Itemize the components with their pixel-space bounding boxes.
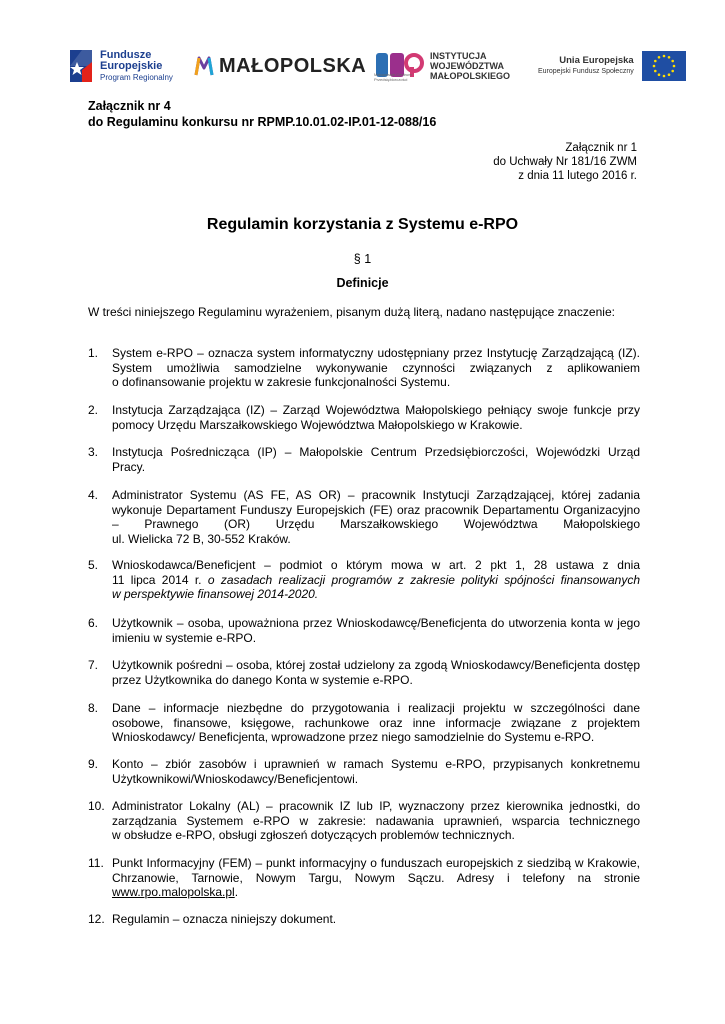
malopolska-m-icon: [194, 55, 214, 77]
malopolska-text: MAŁOPOLSKA: [219, 54, 367, 77]
attachment-header-line2: do Regulaminu konkursu nr RPMP.10.01.02-IP.01-12-088/16: [88, 115, 437, 129]
definition-item-11: [88, 856, 640, 900]
item-line: przez Użytkownika do danego Konta w systemie e-RPO.: [112, 672, 413, 687]
intro-text: W treści niniejszego Regulaminu wyrażeniem, pisanym dużą literą, nadano następujące znaczenie:: [88, 305, 615, 319]
item-number: 4.: [88, 488, 99, 502]
item-line: Pracy.: [112, 459, 146, 474]
item-number: 2.: [88, 403, 99, 417]
item-line: System e-RPO – oznacza system informatyczny udostępniany przez Instytucję Zarządzającą (IZ).: [112, 346, 640, 360]
item-line: Użytkownikowi/Wnioskodawcy/Beneficjentowi.: [112, 771, 359, 786]
item-line: imieniu w systemie e-RPO.: [112, 630, 257, 645]
definition-item-8: [88, 701, 640, 745]
definition-item-9: [88, 757, 640, 786]
definition-item-4: [88, 488, 640, 546]
definition-item-3: [88, 445, 640, 474]
item-line: ul. Wielicka 72 B, 30-552 Kraków.: [112, 531, 291, 546]
item-number: 8.: [88, 701, 99, 715]
mcp-line2: WOJEWÓDZTWA: [430, 61, 504, 71]
item-number: 1.: [88, 346, 99, 360]
resolution-line1: Załącznik nr 1: [565, 142, 637, 154]
item-number: 10.: [88, 799, 105, 813]
item-line: Instytucja Pośrednicząca (IP) – Małopolskie Centrum Przedsiębiorczości, Wojewódzki Urząd: [112, 445, 640, 459]
definition-item-5: [88, 558, 640, 602]
mcp-line1: INSTYTUCJA: [430, 51, 487, 61]
definition-item-6: [88, 616, 640, 645]
document-title: Regulamin korzystania z Systemu e-RPO: [206, 216, 519, 233]
item-line: pomocy Urzędu Marszałkowskiego Województwa Małopolskiego w Krakowie.: [112, 417, 523, 432]
malopolska-logo: [194, 42, 366, 90]
definition-item-1: [88, 346, 640, 390]
ue-line1: Unia Europejska: [559, 55, 634, 66]
logo-bar: [0, 42, 725, 90]
unia-europejska-logo: [538, 42, 686, 90]
item-number: 5.: [88, 558, 99, 572]
item-number: 12.: [88, 912, 105, 926]
item-line: Punkt Informacyjny (FEM) – punkt informacyjny o funduszach europejskich z siedzibą w Krakowie,: [112, 856, 640, 870]
item-line: Regulamin – oznacza niniejszy dokument.: [112, 912, 337, 926]
item-line: o dofinansowanie projektu w zakresie funkcjonalności Systemu.: [112, 375, 451, 390]
resolution-reference: [493, 141, 637, 183]
fe-line1: Fundusze: [100, 48, 152, 61]
item-line: Konto – zbiór zasobów i uprawnień w ramach Systemu e-RPO, przypisanych konkretnemu: [112, 757, 640, 771]
item-line: Dane – informacje niezbędne do przygotowania i realizacji projektu w szczególności dane: [112, 701, 640, 715]
item-number: 9.: [88, 757, 99, 771]
item-number: 6.: [88, 616, 99, 630]
fundusze-europejskie-logo: [68, 42, 173, 90]
item-line: Instytucja Zarządzająca (IZ) – Zarząd Województwa Małopolskiego pełniący swoje funkcje przy: [112, 403, 640, 417]
act-title-part: w perspektywie finansowej 2014-2020.: [112, 587, 319, 602]
item-line: Administrator Lokalny (AL) – pracownik IZ lub IP, wyznaczony przez kierownika jednostki, do: [112, 799, 640, 813]
fe-star-flag-icon: [68, 48, 94, 84]
item-line: Użytkownik – osoba, upoważniona przez Wnioskodawcę/Beneficjenta do utworzenia konta w jego: [112, 616, 640, 630]
item-line-with-link: [112, 885, 640, 900]
item-line-mixed: [112, 573, 640, 588]
item-number: 3.: [88, 445, 99, 459]
item-line: – Prawnego (OR) Urzędu Marszałkowskiego Województwa Małopolskiego: [112, 517, 640, 532]
ue-line2: Europejski Fundusz Społeczny: [538, 68, 634, 75]
item-line-part: 11 lipca 2014 r.: [112, 572, 202, 587]
item-number: 11.: [88, 856, 104, 870]
item-line: Chrzanowie, Tarnowie, Nowym Targu, Nowym Sączu. Adresy i telefony na stronie: [112, 870, 640, 885]
eu-flag-icon: [642, 51, 686, 81]
paragraph-mark: § 1: [353, 252, 372, 266]
attachment-header-line1: Załącznik nr 4: [88, 99, 171, 113]
item-line-part: .: [234, 885, 239, 900]
rpo-website-link[interactable]: www.rpo.malopolska.pl: [112, 885, 235, 900]
item-line: Administrator Systemu (AS FE, AS OR) – pracownik Instytucji Zarządzającej, której zadania: [112, 488, 640, 502]
item-line: Wnioskodawca/Beneficjent – podmiot o którym mowa w art. 2 pkt 1, 28 ustawa z dnia: [112, 558, 640, 572]
fe-line2: Europejskie: [100, 59, 163, 72]
definition-item-10: [88, 799, 640, 843]
definition-item-2: [88, 403, 640, 432]
item-line: Użytkownik pośredni – osoba, której został udzielony za zgodą Wnioskodawcy/Beneficjenta dostęp: [112, 658, 640, 672]
definition-item-12: [88, 912, 640, 927]
item-line: wykonuje Departament Funduszy Europejskich (FE) oraz pracownik Departamentu Organizacyjno: [112, 502, 640, 517]
mcp-sub: Małopolskie Centrum Przedsiębiorczości: [374, 72, 412, 82]
item-line: zarządzania Systemem e-RPO w zakresie: nadawania uprawnień, wsparcia technicznego: [112, 813, 640, 828]
mcp-logo: [374, 42, 510, 90]
section-title: Definicje: [336, 276, 389, 290]
item-line: osobowe, finansowe, księgowe, rachunkowe oraz inne informacje związane z projektem: [112, 715, 640, 730]
item-line: System umożliwia samodzielne wykonywanie czynności związanych z aplikowaniem: [112, 360, 640, 375]
item-line: w obsłudze e-RPO, obsługi zgłoszeń dotyczących problemów technicznych.: [112, 828, 515, 843]
mcp-line3: MAŁOPOLSKIEGO: [430, 71, 511, 81]
fe-line3: Program Regionalny: [100, 72, 173, 82]
definition-item-7: [88, 658, 640, 687]
item-line: Wnioskodawcy/ Beneficjenta, wprowadzone przez niego samodzielnie do Systemu e-RPO.: [112, 730, 595, 745]
item-number: 7.: [88, 658, 99, 672]
resolution-line3: z dnia 11 lutego 2016 r.: [518, 170, 637, 182]
act-title-part: o zasadach realizacji programów z zakresie polityki spójności finansowanych: [207, 572, 640, 587]
resolution-line2: do Uchwały Nr 181/16 ZWM: [493, 156, 637, 168]
